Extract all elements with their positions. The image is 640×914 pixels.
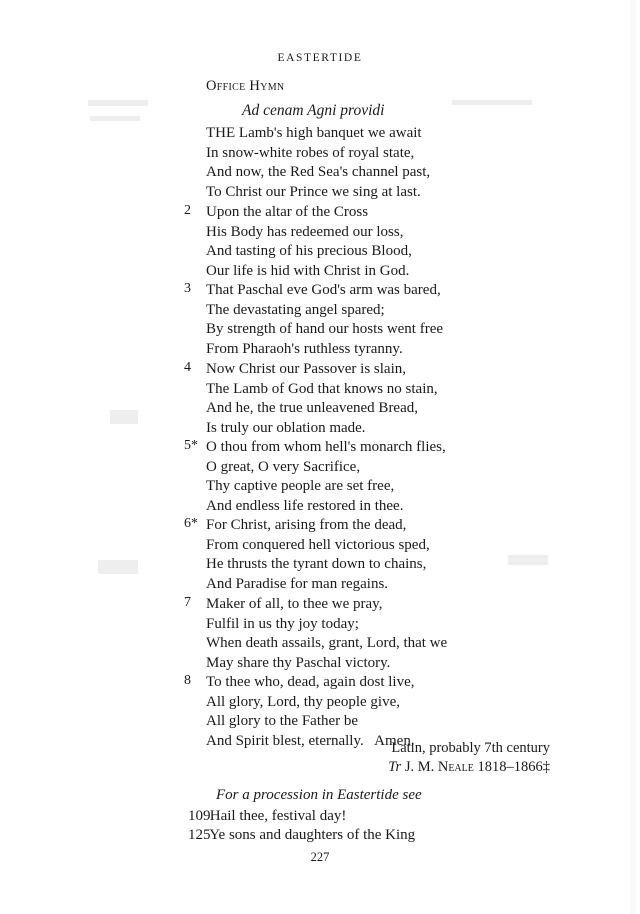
- verse-line: His Body has redeemed our loss,: [206, 223, 404, 240]
- verse-number: 4: [184, 360, 191, 375]
- verse-line: O great, O very Sacrifice,: [206, 458, 361, 475]
- verse-line: In snow-white robes of royal state,: [206, 144, 415, 161]
- verse-8: [184, 673, 415, 751]
- verse-line: He thrusts the tyrant down to chains,: [206, 556, 427, 573]
- verse-7: [184, 595, 448, 673]
- verse-5: [184, 438, 446, 516]
- verse-line: And tasting of his precious Blood,: [206, 243, 412, 260]
- verse-number: 2: [184, 203, 191, 218]
- running-head: EASTERTIDE: [277, 52, 363, 64]
- verse-line: Thy captive people are set free,: [206, 478, 395, 495]
- verse-number: 7: [184, 595, 191, 610]
- verse-line: All glory, Lord, thy people give,: [206, 693, 400, 710]
- hymn-reference-title: Hail thee, festival day!: [209, 808, 347, 824]
- verse-2: [184, 203, 412, 281]
- verse-4: [184, 360, 438, 438]
- verse-line: And endless life restored in thee.: [206, 497, 404, 514]
- verse-line: By strength of hand our hosts went free: [206, 321, 444, 338]
- translator-prefix: Tr: [388, 759, 402, 775]
- verse-line: And now, the Red Sea's channel past,: [206, 164, 431, 181]
- hymn-reference[interactable]: [188, 827, 415, 844]
- verse-line: To Christ our Prince we sing at last.: [206, 183, 421, 200]
- verse-line: From conquered hell victorious sped,: [206, 536, 430, 553]
- verse-line: May share thy Paschal victory.: [206, 654, 391, 671]
- verse-line: O thou from whom hell's monarch flies,: [206, 439, 446, 455]
- attribution-translator: [388, 759, 550, 776]
- verse-line: Upon the altar of the Cross: [206, 204, 369, 220]
- section-title: Office Hymn: [206, 78, 285, 94]
- translator-dates: 1818–1866‡: [477, 759, 550, 775]
- verse-line: And he, the true unleavened Bread,: [206, 400, 418, 417]
- show-through-mark: [90, 116, 140, 121]
- hymn-reference-number: 109: [188, 808, 211, 824]
- verse-3: [184, 281, 444, 359]
- verse-line: All glory to the Father be: [206, 713, 359, 730]
- verse-line: The Lamb of God that knows no stain,: [206, 380, 438, 397]
- verse-number: 8: [184, 673, 191, 688]
- verse-line: And Spirit blest, eternally. Amen.: [206, 732, 415, 749]
- verse-line: When death assails, grant, Lord, that we: [206, 635, 448, 652]
- show-through-mark: [88, 100, 148, 106]
- page-number: 227: [310, 850, 330, 864]
- verse-line: THE Lamb's high banquet we await: [206, 125, 422, 141]
- attribution-source: Latin, probably 7th century: [391, 740, 550, 756]
- verse-number: 5*: [184, 438, 198, 453]
- show-through-mark: [110, 410, 138, 424]
- verse-line: For Christ, arising from the dead,: [206, 517, 407, 533]
- show-through-mark: [98, 560, 138, 574]
- hymn-reference[interactable]: [188, 808, 346, 825]
- translator-name: J. M. Neale: [404, 759, 474, 775]
- show-through-mark: [508, 555, 548, 565]
- verse-line: Fulfil in us thy joy today;: [206, 615, 359, 632]
- verse-line: That Paschal eve God's arm was bared,: [206, 282, 441, 298]
- verse-number: 3: [184, 281, 191, 296]
- hymn-latin-title: Ad cenam Agni providi: [242, 102, 385, 119]
- verse-line: To thee who, dead, again dost live,: [206, 674, 415, 690]
- procession-heading: For a procession in Eastertide see: [216, 787, 422, 803]
- verse-number: 6*: [184, 516, 198, 531]
- verse-line: Now Christ our Passover is slain,: [206, 361, 406, 377]
- verse-1: [206, 124, 430, 202]
- verse-line: Our life is hid with Christ in God.: [206, 262, 410, 279]
- verse-line: The devastating angel spared;: [206, 301, 385, 318]
- hymn-reference-title: Ye sons and daughters of the King: [209, 827, 416, 843]
- verse-6: [184, 516, 430, 594]
- verse-line: Is truly our oblation made.: [206, 419, 366, 436]
- verse-line: From Pharaoh's ruthless tyranny.: [206, 340, 403, 357]
- hymn-reference-number: 125: [188, 827, 211, 843]
- show-through-mark: [452, 100, 532, 105]
- verse-line: Maker of all, to thee we pray,: [206, 596, 383, 612]
- show-through-mark: [630, 0, 636, 914]
- verse-line: And Paradise for man regains.: [206, 575, 389, 592]
